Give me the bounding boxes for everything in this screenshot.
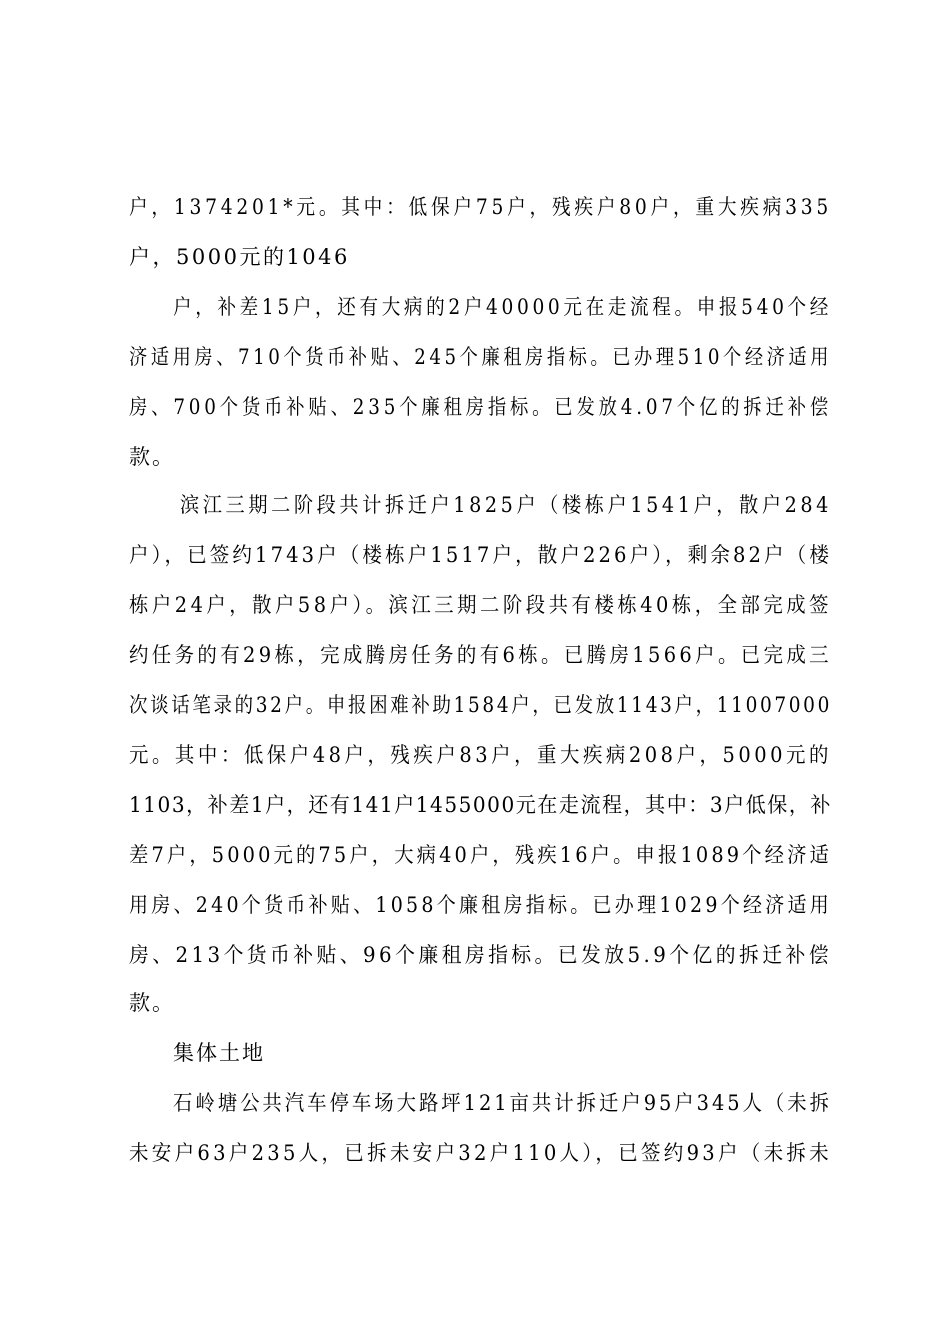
text-line-content: 差7户，5000元的75户，大病40户，残疾16户。申报1089个经济适	[129, 843, 833, 867]
text-line	[0, 978, 950, 1028]
text-line	[0, 680, 950, 730]
text-line-content: 款。	[129, 991, 175, 1015]
text-line-content: 房、700个货币补贴、235个廉租房指标。已发放4.07个亿的拆迁补偿	[129, 395, 833, 419]
text-line	[0, 1078, 950, 1128]
text-line	[0, 182, 950, 232]
text-line	[0, 480, 950, 530]
text-line	[0, 780, 950, 830]
section-heading-text: 集体土地	[173, 1041, 265, 1065]
text-line	[0, 630, 950, 680]
text-line	[0, 530, 950, 580]
text-line-content: 户，1374201*元。其中：低保户75户，残疾户80户，重大疾病335	[129, 195, 833, 219]
text-line-content: 济适用房、710个货币补贴、245个廉租房指标。已办理510个经济适用	[129, 345, 833, 369]
text-line-content: 未安户63户235人，已拆未安户32户110人），已签约93户（未拆未	[129, 1141, 832, 1165]
text-line-content: 1103，补差1户，还有141户1455000元在走流程，其中：3户低保，补	[129, 793, 832, 817]
text-line	[0, 880, 950, 930]
text-line-content: 约任务的有29栋，完成腾房任务的有6栋。已腾房1566户。已完成三	[129, 643, 832, 667]
text-line	[0, 232, 950, 282]
text-line-content: 栋户24户，散户58户）。滨江三期二阶段共有楼栋40栋，全部完成签	[129, 593, 833, 617]
text-line-content: 户），已签约1743户（楼栋户1517户，散户226户），剩余82户（楼	[129, 543, 832, 567]
text-line	[0, 1128, 950, 1178]
text-line-content: 元。其中：低保户48户，残疾户83户，重大疾病208户，5000元的	[129, 743, 832, 767]
text-line	[0, 382, 950, 432]
section-heading	[0, 1028, 950, 1078]
text-line	[0, 580, 950, 630]
text-line-content: 户，5000元的1046	[129, 245, 350, 269]
text-line-content: 房、213个货币补贴、96个廉租房指标。已发放5.9个亿的拆迁补偿	[129, 943, 833, 967]
text-line-content: 次谈话笔录的32户。申报困难补助1584户，已发放1143户，11007000	[129, 693, 832, 717]
text-line	[0, 282, 950, 332]
text-line	[0, 730, 950, 780]
text-line-content: 款。	[129, 445, 175, 469]
text-line	[0, 432, 950, 482]
text-line-content: 石岭塘公共汽车停车场大路坪121亩共计拆迁户95户345人（未拆	[173, 1091, 833, 1115]
text-line	[0, 930, 950, 980]
text-line	[0, 830, 950, 880]
text-line	[0, 332, 950, 382]
text-line-content: 滨江三期二阶段共计拆迁户1825户（楼栋户1541户，散户284	[180, 493, 832, 517]
text-line-content: 户，补差15户，还有大病的2户40000元在走流程。申报540个经	[173, 295, 832, 319]
text-line-content: 用房、240个货币补贴、1058个廉租房指标。已办理1029个经济适用	[129, 893, 833, 917]
